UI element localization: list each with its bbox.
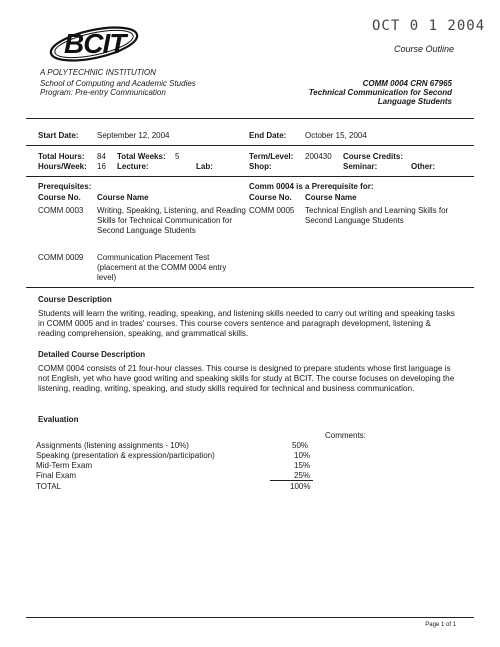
total-hours-value: 84 [97, 152, 106, 161]
prereq-for-col-course-no: Course No. [249, 193, 292, 202]
prerequisites-heading: Prerequisites: [38, 182, 92, 191]
dates-divider [26, 145, 474, 146]
end-date-value: October 15, 2004 [305, 131, 367, 140]
prereq-row-2-name: Communication Placement Test (placement at the COMM 0004 entry level) [97, 253, 227, 282]
term-level-value: 200430 [305, 152, 332, 161]
doc-type-label: Course Outline [393, 44, 454, 54]
detailed-description-text: COMM 0004 consists of 21 four-hour classes. This course is designed to prepare students whose first language is not English, yet who have good writing and speaking skills for study at BCIT. The course focuses on developing the listening, reading, writing, speaking, and study skills required for technical and business communication. [38, 364, 455, 394]
total-weeks-label: Total Weeks: [117, 152, 166, 161]
school-name: School of Computing and Academic Studies [40, 79, 196, 88]
prereq-for-heading: Comm 0004 is a Prerequisite for: [249, 182, 374, 191]
received-date-stamp: OCT 0 1 2004 [372, 18, 486, 34]
start-date-value: September 12, 2004 [97, 131, 170, 140]
eval-item-3-name: Mid-Term Exam [36, 461, 93, 470]
header-divider [26, 118, 474, 119]
eval-total-label: TOTAL [36, 482, 62, 491]
course-credits-label: Course Credits: [343, 152, 404, 161]
term-level-label: Term/Level: [249, 152, 294, 161]
evaluation-heading: Evaluation [38, 415, 79, 424]
evaluation-total-rule [270, 480, 313, 481]
detailed-description-heading: Detailed Course Description [38, 350, 146, 359]
eval-item-3-pct: 15% [294, 461, 311, 470]
shop-label: Shop: [249, 162, 272, 171]
seminar-label: Seminar: [343, 162, 378, 171]
course-title-line-2: Language Students [377, 97, 452, 106]
institution-tagline: A POLYTECHNIC INSTITUTION [40, 68, 156, 77]
prereq-for-row-1-no: COMM 0005 [249, 206, 295, 215]
course-description-heading: Course Description [38, 295, 112, 304]
logo-wordmark: BCIT [64, 28, 126, 59]
prereq-divider [26, 287, 474, 288]
prereq-for-col-course-name: Course Name [305, 193, 357, 202]
eval-total-pct: 100% [290, 482, 311, 491]
evaluation-comments-label: Comments: [325, 431, 366, 440]
footer-page-number: Page 1 of 1 [425, 622, 456, 628]
other-label: Other: [411, 162, 435, 171]
hours-week-value: 16 [97, 162, 106, 171]
eval-item-2-pct: 10% [294, 451, 311, 460]
prereq-col-course-name: Course Name [97, 193, 149, 202]
course-title-line-1: Technical Communication for Second [308, 88, 452, 97]
total-weeks-value: 5 [175, 152, 180, 161]
prereq-col-course-no: Course No. [38, 193, 81, 202]
course-description-text: Students will learn the writing, reading, speaking, and listening skills needed to carry out writing and speaking tasks in COMM 0005 and in trades' courses. This course covers sentence and paragraph development, listening & reading comprehension, speaking, and grammatical skills. [38, 309, 455, 339]
lecture-label: Lecture: [117, 162, 149, 171]
prereq-row-1-no: COMM 0003 [38, 206, 84, 215]
prereq-for-row-1-name: Technical English and Learning Skills for Second Language Students [305, 206, 449, 225]
eval-item-1-name: Assignments (listening assignments - 10%) [36, 441, 189, 450]
hours-week-label: Hours/Week: [38, 162, 87, 171]
total-hours-label: Total Hours: [38, 152, 85, 161]
eval-item-4-name: Final Exam [36, 471, 77, 480]
prereq-row-2-no: COMM 0009 [38, 253, 84, 262]
lab-label: Lab: [196, 162, 213, 171]
prereq-row-1-name: Writing, Speaking, Listening, and Reading Skills for Technical Communication for Second Language Students [97, 206, 246, 235]
end-date-label: End Date: [249, 131, 287, 140]
start-date-label: Start Date: [38, 131, 79, 140]
program-name: Program: Pre-entry Communication [40, 88, 166, 97]
course-code: COMM 0004 CRN 67965 [362, 79, 452, 88]
eval-item-1-pct: 50% [292, 441, 309, 450]
bcit-logo [44, 20, 144, 70]
hours-divider [26, 176, 474, 177]
footer-divider [26, 617, 474, 618]
eval-item-2-name: Speaking (presentation & expression/participation) [36, 451, 215, 460]
eval-item-4-pct: 25% [294, 471, 311, 480]
